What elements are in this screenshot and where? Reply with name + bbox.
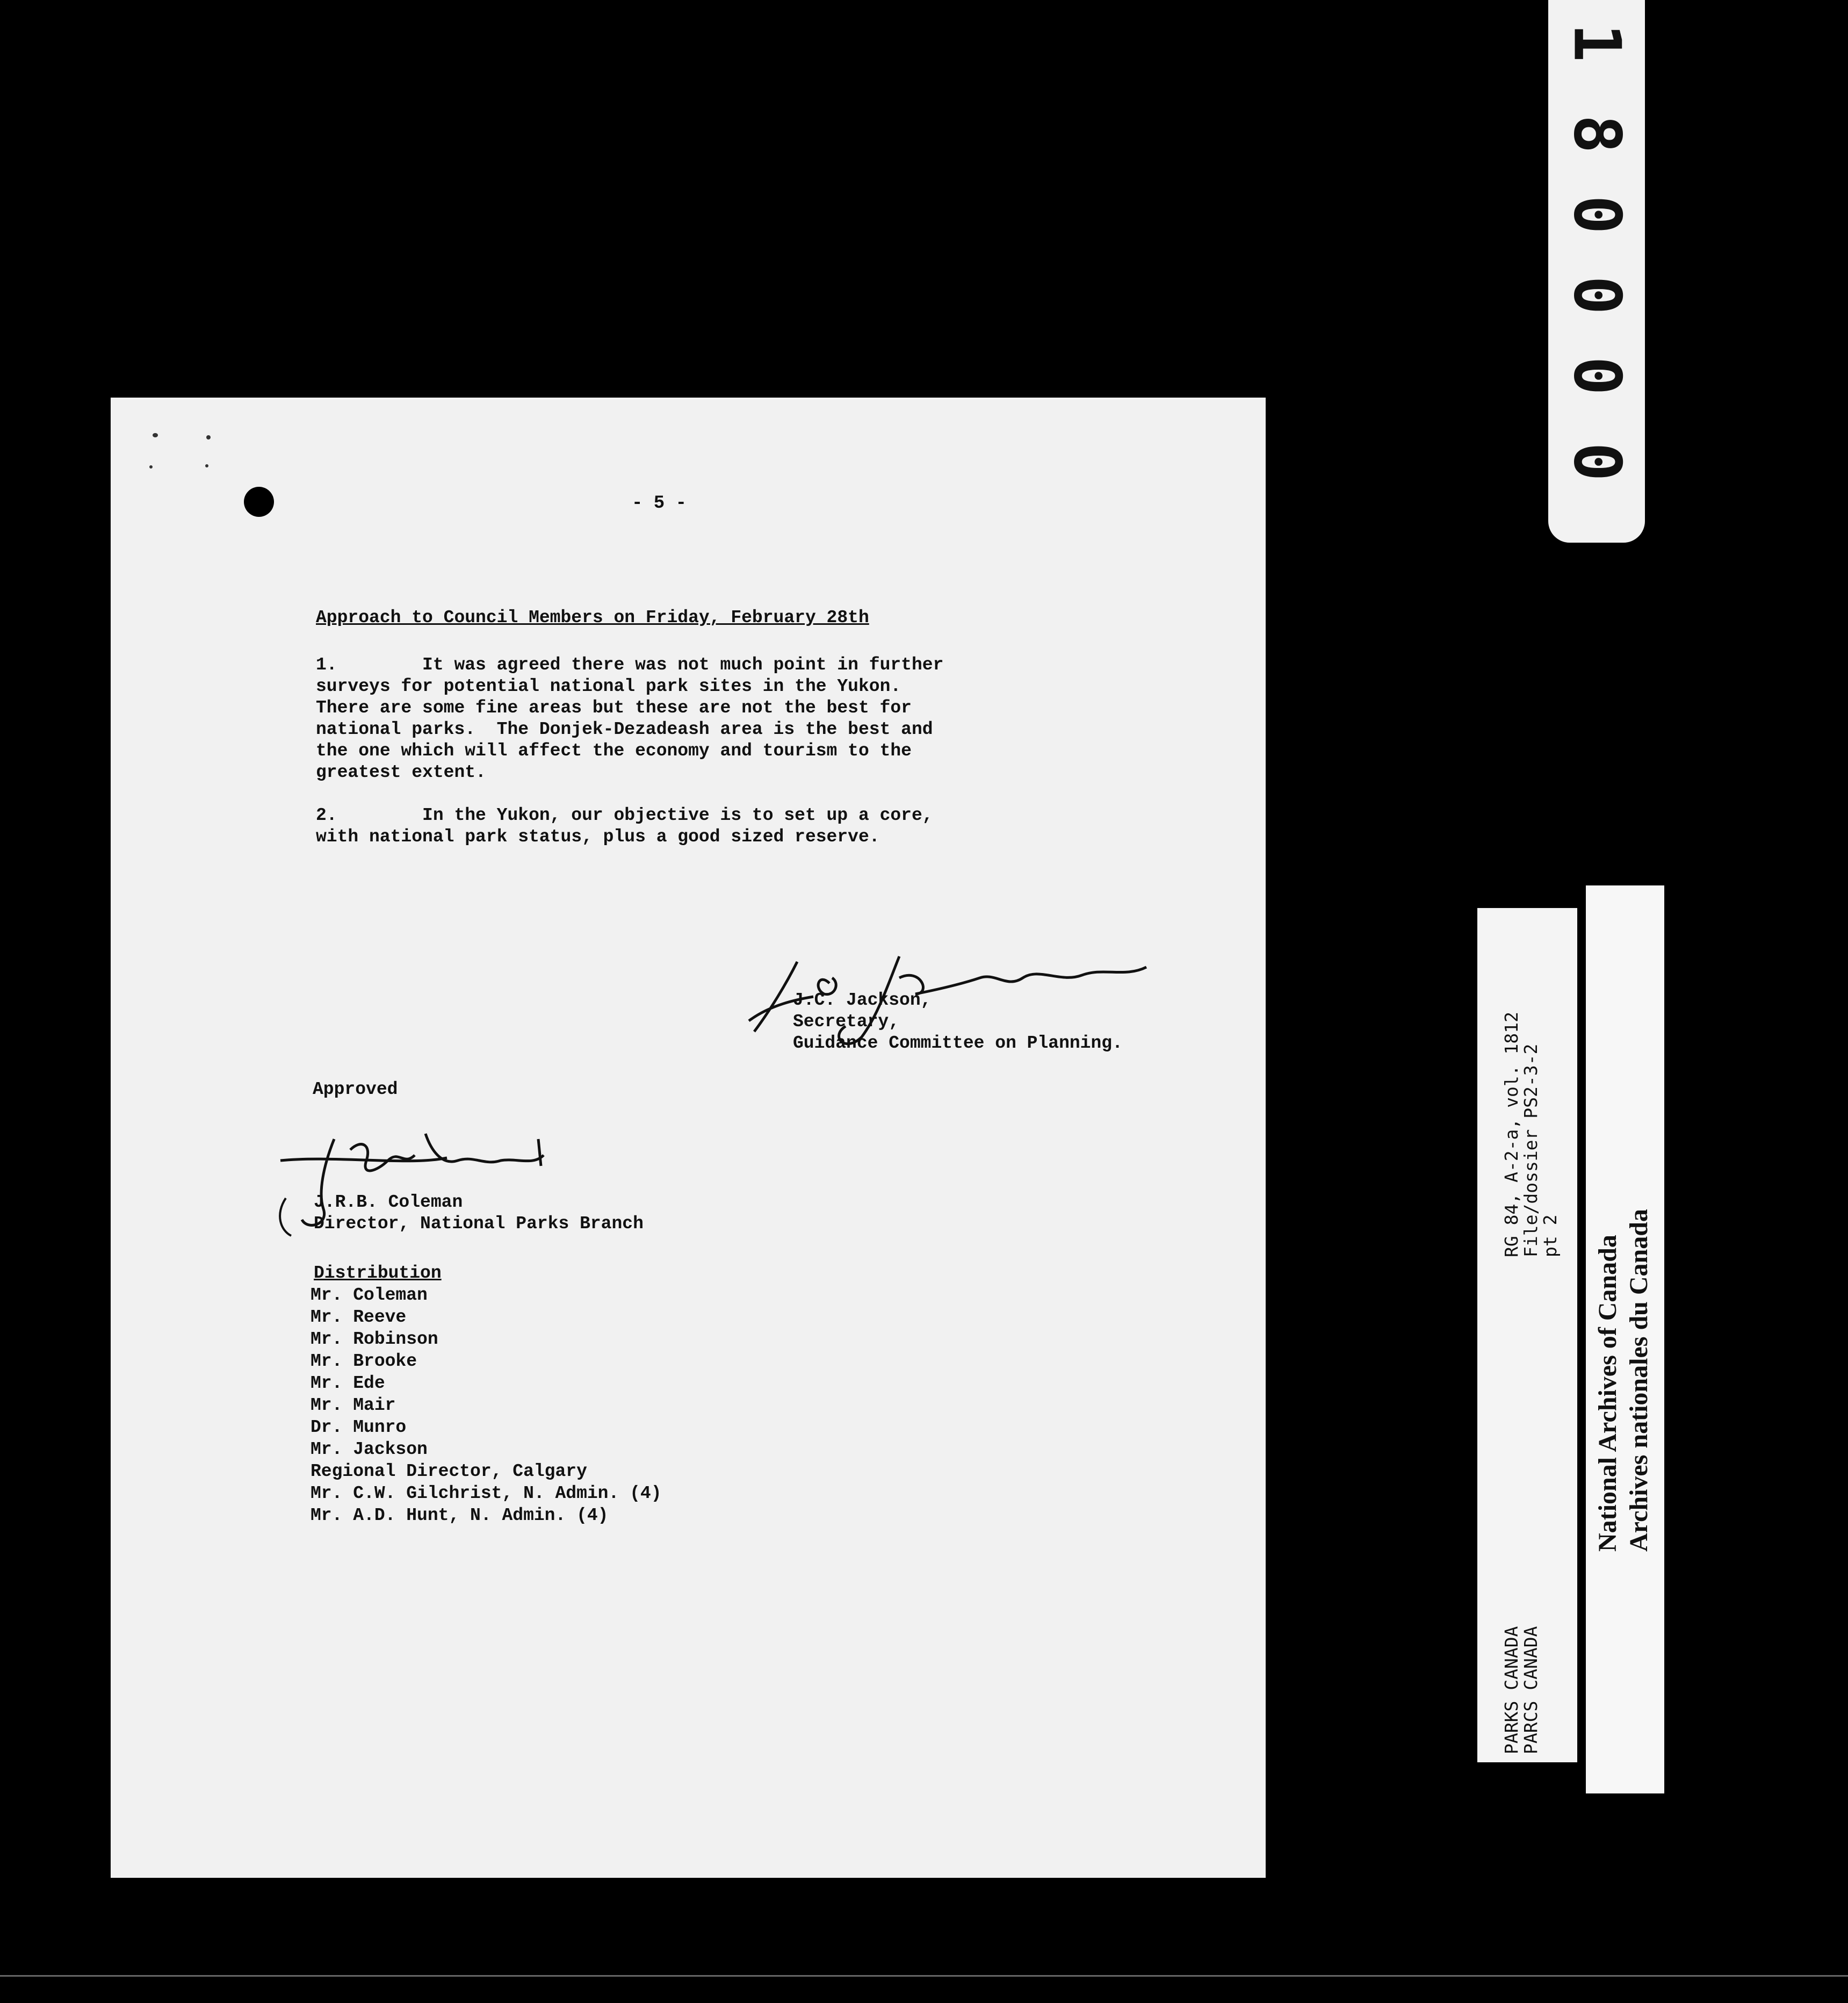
approver-name: J.R.B. Coleman <box>314 1192 463 1212</box>
list-item: Mr. Ede <box>311 1373 385 1393</box>
punch-hole <box>244 487 274 517</box>
paragraph-line: 1. It was agreed there was not much point in further <box>316 655 944 675</box>
reference-text <box>1502 1012 1560 1257</box>
speck <box>153 433 158 437</box>
agency-line: PARCS CANADA <box>1520 1626 1541 1754</box>
counter-digit: 8 <box>1559 114 1634 154</box>
agency-text <box>1502 1626 1541 1754</box>
paragraph-line: with national park status, plus a good sized reserve. <box>316 827 880 847</box>
paragraph-2 <box>316 805 933 848</box>
paragraph-line: the one which will affect the economy and tourism to the <box>316 741 912 761</box>
speck <box>205 464 208 467</box>
paragraph-1 <box>316 654 943 783</box>
jackson-sign-block <box>793 990 1123 1054</box>
reference-line: pt 2 <box>1540 1214 1561 1257</box>
speck <box>149 465 153 469</box>
national-archives-label <box>1586 885 1664 1793</box>
signatory-title: Secretary, <box>793 1012 900 1032</box>
document-page <box>111 398 1266 1878</box>
signatory-committee: Guidance Committee on Planning. <box>793 1033 1123 1053</box>
counter-digit: 0 <box>1559 195 1634 234</box>
archives-line: National Archives of Canada <box>1593 1235 1622 1552</box>
list-item: Mr. Reeve <box>311 1307 407 1327</box>
approval-block <box>314 1192 644 1235</box>
list-item: Mr. Mair <box>311 1395 396 1415</box>
speck <box>206 435 211 439</box>
counter-digit: 0 <box>1559 356 1634 395</box>
list-item: Mr. Jackson <box>311 1439 428 1459</box>
approved-label: Approved <box>313 1079 398 1099</box>
counter-digit: 1 <box>1559 23 1634 62</box>
reference-line: RG 84, A-2-a, vol. 1812 <box>1501 1012 1522 1257</box>
list-item: Mr. Brooke <box>311 1351 417 1371</box>
archive-reference-label <box>1477 908 1577 1762</box>
paragraph-line: 2. In the Yukon, our objective is to set up a core, <box>316 805 933 825</box>
list-item: Dr. Munro <box>311 1417 407 1437</box>
reference-line: File/dossier PS2-3-2 <box>1520 1043 1541 1257</box>
list-item: Mr. Coleman <box>311 1285 428 1305</box>
distribution-heading: Distribution <box>314 1263 442 1283</box>
paragraph-line: national parks. The Donjek-Dezadeash area is the best and <box>316 719 933 739</box>
approver-title: Director, National Parks Branch <box>314 1214 644 1234</box>
counter-digit: 0 <box>1559 442 1634 481</box>
paragraph-line: There are some fine areas but these are not the best for <box>316 698 912 718</box>
signatory-name: J.C. Jackson, <box>793 990 932 1010</box>
paragraph-line: greatest extent. <box>316 762 486 782</box>
archives-line: Archives nationales du Canada <box>1625 1209 1653 1552</box>
section-heading: Approach to Council Members on Friday, February 28th <box>316 608 869 628</box>
counter-digit: 0 <box>1559 276 1634 315</box>
list-item: Mr. C.W. Gilchrist, N. Admin. (4) <box>311 1483 662 1503</box>
film-edge-line <box>0 1975 1848 1977</box>
paragraph-line: surveys for potential national park sites in the Yukon. <box>316 676 901 696</box>
page-number: - 5 - <box>632 493 687 514</box>
distribution-list <box>311 1284 662 1526</box>
archives-text <box>1592 1209 1655 1552</box>
agency-line: PARKS CANADA <box>1501 1626 1522 1754</box>
list-item: Mr. Robinson <box>311 1329 438 1349</box>
list-item: Mr. A.D. Hunt, N. Admin. (4) <box>311 1505 609 1525</box>
list-item: Regional Director, Calgary <box>311 1461 587 1481</box>
frame-counter <box>1548 0 1645 543</box>
